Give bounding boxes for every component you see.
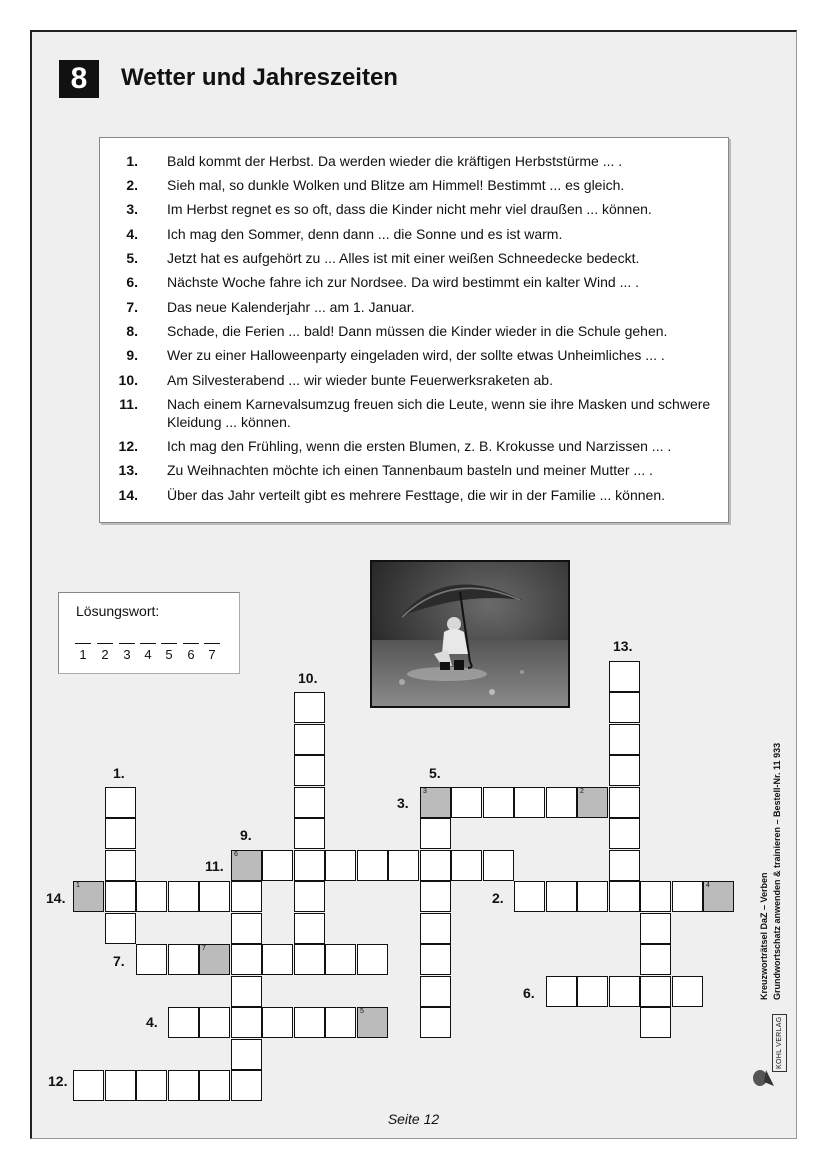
crossword-cell[interactable]	[168, 944, 199, 975]
crossword-cell[interactable]	[262, 850, 293, 881]
page-title: Wetter und Jahreszeiten	[121, 64, 398, 91]
crossword-cell[interactable]	[262, 1007, 293, 1038]
clue-number: 11.	[119, 396, 138, 412]
clue-number: 9.	[126, 347, 138, 363]
crossword-clue-label: 7.	[113, 953, 125, 969]
crossword-cell[interactable]	[577, 787, 608, 818]
crossword-cell[interactable]	[609, 850, 640, 881]
crossword-cell[interactable]	[325, 1007, 356, 1038]
crossword-cell[interactable]	[357, 1007, 388, 1038]
clue-text: Schade, die Ferien ... bald! Dann müssen die Kinder wieder in die Schule gehen.	[167, 323, 668, 339]
crossword-cell[interactable]	[640, 1007, 671, 1038]
crossword-cell[interactable]	[294, 850, 325, 881]
crossword-cell[interactable]	[199, 1070, 230, 1101]
crossword-clue-label: 12.	[48, 1073, 68, 1089]
crossword-cell[interactable]	[609, 881, 640, 912]
crossword-cell[interactable]	[577, 976, 608, 1007]
crossword-clue-label: 1.	[113, 765, 125, 781]
clue-number: 12.	[118, 438, 138, 454]
crossword-cell[interactable]	[609, 661, 640, 692]
crossword-cell[interactable]	[451, 850, 482, 881]
crossword-clue-label: 9.	[240, 827, 252, 843]
crossword-cell[interactable]	[672, 976, 703, 1007]
crossword-clue-label: 10.	[298, 670, 318, 686]
crossword-cell[interactable]	[294, 944, 325, 975]
solution-cell-number: 5	[360, 1008, 364, 1015]
crossword-cell[interactable]	[294, 787, 325, 818]
clue-number: 3.	[126, 201, 138, 217]
crossword-cell[interactable]	[420, 787, 451, 818]
crossword-cell[interactable]	[231, 850, 262, 881]
crossword-cell[interactable]	[420, 976, 451, 1007]
crossword-cell[interactable]	[514, 881, 545, 912]
sidebar-line-2: Grundwortschatz anwenden & trainieren – Bestell-Nr. 11 933	[772, 742, 782, 1000]
solution-slot[interactable]: 5	[161, 643, 177, 662]
solution-cell-number: 3	[423, 788, 427, 795]
crossword-cell[interactable]	[420, 944, 451, 975]
crossword-cell[interactable]	[262, 944, 293, 975]
crossword-cell[interactable]	[73, 881, 104, 912]
solution-cell-number: 4	[706, 882, 710, 889]
crossword-cell[interactable]	[105, 818, 136, 849]
crossword-cell[interactable]	[640, 881, 671, 912]
crossword-cell[interactable]	[609, 976, 640, 1007]
crossword-cell[interactable]	[609, 818, 640, 849]
clue-text: Zu Weihnachten möchte ich einen Tannenbaum basteln und meiner Mutter ... .	[167, 462, 653, 478]
clue-number: 5.	[126, 250, 138, 266]
crossword-cell[interactable]	[168, 1007, 199, 1038]
solution-cell-number: 7	[202, 945, 206, 952]
crossword-clue-label: 13.	[613, 638, 633, 654]
clue-text: Das neue Kalenderjahr ... am 1. Januar.	[167, 299, 415, 315]
crossword-cell[interactable]	[672, 881, 703, 912]
crossword-cell[interactable]	[199, 1007, 230, 1038]
page-footer: Seite 12	[387, 1111, 440, 1127]
crossword-cell[interactable]	[231, 1039, 262, 1070]
clue-text: Ich mag den Sommer, denn dann ... die Sonne und es ist warm.	[167, 226, 563, 242]
clue-number: 10.	[118, 372, 138, 388]
crossword-cell[interactable]	[231, 976, 262, 1007]
solution-slot[interactable]: 4	[140, 643, 156, 662]
crossword-cell[interactable]	[640, 913, 671, 944]
crossword-cell[interactable]	[514, 787, 545, 818]
crossword-cell[interactable]	[136, 1070, 167, 1101]
crossword-cell[interactable]	[420, 818, 451, 849]
crossword-clue-label: 11.	[205, 858, 224, 874]
crossword-cell[interactable]	[325, 850, 356, 881]
crossword-cell[interactable]	[136, 944, 167, 975]
clue-number: 13.	[118, 462, 138, 478]
crossword-cell[interactable]	[168, 881, 199, 912]
crossword-cell[interactable]	[546, 881, 577, 912]
crossword-cell[interactable]	[420, 1007, 451, 1038]
solution-slot[interactable]: 2	[97, 643, 113, 662]
crossword-clue-label: 4.	[146, 1014, 158, 1030]
solution-cell-number: 1	[76, 882, 80, 889]
clue-text: Jetzt hat es aufgehört zu ... Alles ist mit einer weißen Schneedecke bedeckt.	[167, 250, 640, 266]
chapter-number-box: 8	[59, 60, 99, 98]
sidebar-line-1: Kreuzworträtsel DaZ – Verben	[759, 872, 769, 1000]
crossword-clue-label: 2.	[492, 890, 504, 906]
clue-number: 6.	[126, 274, 138, 290]
clue-number: 14.	[118, 487, 138, 503]
publisher-logo-icon	[752, 1064, 780, 1090]
crossword-clue-label: 5.	[429, 765, 441, 781]
crossword-cell[interactable]	[451, 787, 482, 818]
crossword-cell[interactable]	[640, 944, 671, 975]
crossword-cell[interactable]	[294, 724, 325, 755]
crossword-cell[interactable]	[325, 944, 356, 975]
clue-text: Nach einem Karnevalsumzug freuen sich die Leute, wenn sie ihre Masken und schwere Kleidung ... können.	[167, 396, 711, 430]
crossword-cell[interactable]	[231, 1007, 262, 1038]
clue-number: 4.	[126, 226, 138, 242]
crossword-cell[interactable]	[105, 913, 136, 944]
clue-text: Im Herbst regnet es so oft, dass die Kinder nicht mehr viel draußen ... können.	[167, 201, 652, 217]
crossword-cell[interactable]	[294, 818, 325, 849]
crossword-cell[interactable]	[609, 724, 640, 755]
crossword-cell[interactable]	[105, 787, 136, 818]
crossword-cell[interactable]	[105, 881, 136, 912]
clue-text: Ich mag den Frühling, wenn die ersten Blumen, z. B. Krokusse und Narzissen ... .	[167, 438, 672, 454]
crossword-cell[interactable]	[105, 1070, 136, 1101]
clue-text: Nächste Woche fahre ich zur Nordsee. Da wird bestimmt ein kalter Wind ... .	[167, 274, 640, 290]
crossword-cell[interactable]	[136, 881, 167, 912]
crossword-cell[interactable]	[420, 850, 451, 881]
crossword-clue-label: 3.	[397, 795, 409, 811]
crossword-cell[interactable]	[640, 976, 671, 1007]
crossword-cell[interactable]	[231, 881, 262, 912]
crossword-cell[interactable]	[703, 881, 734, 912]
crossword-cell[interactable]	[483, 787, 514, 818]
crossword-cell[interactable]	[294, 881, 325, 912]
crossword-cell[interactable]	[294, 692, 325, 723]
clue-text: Wer zu einer Halloweenparty eingeladen wird, der sollte etwas Unheimliches ... .	[167, 347, 665, 363]
crossword-cell[interactable]	[231, 913, 262, 944]
crossword-cell[interactable]	[357, 850, 388, 881]
crossword-cell[interactable]	[577, 881, 608, 912]
solution-slot[interactable]: 6	[183, 643, 199, 662]
solution-cell-number: 2	[580, 788, 584, 795]
clue-number: 2.	[126, 177, 138, 193]
crossword-clue-label: 6.	[523, 985, 535, 1001]
crossword-cell[interactable]	[420, 913, 451, 944]
crossword-cell[interactable]	[357, 944, 388, 975]
crossword-cell[interactable]	[483, 850, 514, 881]
crossword-cell[interactable]	[231, 944, 262, 975]
crossword-cell[interactable]	[294, 913, 325, 944]
clue-number: 8.	[126, 323, 138, 339]
crossword-cell[interactable]	[231, 1070, 262, 1101]
crossword-cell[interactable]	[546, 787, 577, 818]
crossword-cell[interactable]	[199, 881, 230, 912]
solution-slot[interactable]: 3	[119, 643, 135, 662]
crossword-cell[interactable]	[609, 787, 640, 818]
crossword-clue-label: 14.	[46, 890, 66, 906]
crossword-cell[interactable]	[73, 1070, 104, 1101]
crossword-cell[interactable]	[294, 1007, 325, 1038]
clue-text: Bald kommt der Herbst. Da werden wieder die kräftigen Herbststürme ... .	[167, 153, 623, 169]
clue-number: 1.	[126, 153, 138, 169]
crossword-cell[interactable]	[388, 850, 419, 881]
crossword-cell[interactable]	[546, 976, 577, 1007]
crossword-cell[interactable]	[105, 850, 136, 881]
clue-text: Über das Jahr verteilt gibt es mehrere Festtage, die wir in der Familie ... können.	[167, 487, 665, 503]
crossword-cell[interactable]	[168, 1070, 199, 1101]
solution-slot[interactable]: 1	[75, 643, 91, 662]
solution-cell-number: 6	[234, 851, 238, 858]
clue-number: 7.	[126, 299, 138, 315]
clue-text: Am Silvesterabend ... wir wieder bunte Feuerwerksraketen ab.	[167, 372, 553, 388]
solution-word-label: Lösungswort:	[76, 603, 160, 619]
publisher-name: KOHL VERLAG	[772, 1014, 787, 1072]
crossword-cell[interactable]	[199, 944, 230, 975]
crossword-cell[interactable]	[609, 755, 640, 786]
publisher-sidebar	[758, 700, 794, 1069]
clue-text: Sieh mal, so dunkle Wolken und Blitze am Himmel! Bestimmt ... es gleich.	[167, 177, 625, 193]
crossword-cell[interactable]	[420, 881, 451, 912]
crossword-cell[interactable]	[609, 692, 640, 723]
crossword-cell[interactable]	[294, 755, 325, 786]
solution-slot[interactable]: 7	[204, 643, 220, 662]
